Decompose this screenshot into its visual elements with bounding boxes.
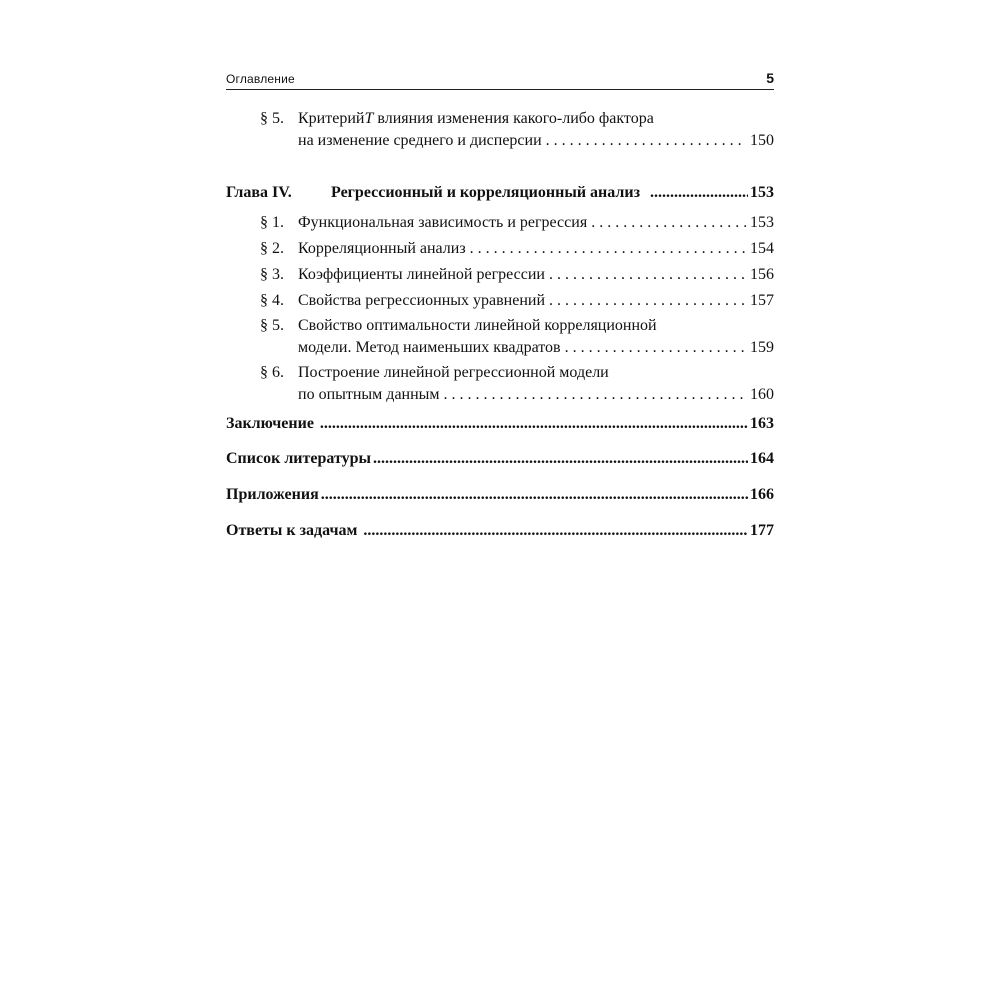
entry-page: 166 xyxy=(750,486,774,503)
dot-leader xyxy=(591,212,746,234)
dot-leader xyxy=(650,182,748,204)
entry-title-line2: на изменение среднего и дисперсии xyxy=(298,132,542,149)
entry-title: Список литературы xyxy=(226,450,371,467)
entry-title: Ответы к задачам xyxy=(226,522,358,539)
section-number: § 6. xyxy=(260,364,284,381)
entry-title-line2: по опытным данным xyxy=(298,386,440,403)
entry-page: 157 xyxy=(750,292,774,309)
dot-leader xyxy=(470,238,746,260)
entry-title: Приложения xyxy=(226,486,319,503)
entry-title: Корреляционный анализ xyxy=(298,240,466,257)
toc-entry-s6[interactable] xyxy=(260,362,774,406)
entry-title: Заключение xyxy=(226,415,314,432)
dot-leader xyxy=(321,484,748,506)
entry-page: 177 xyxy=(750,522,774,539)
section-number: § 4. xyxy=(260,292,284,309)
section-number: § 1. xyxy=(260,214,284,231)
dot-leader xyxy=(444,384,746,406)
toc-entry-appendices[interactable] xyxy=(226,484,774,506)
toc-entry-s1[interactable] xyxy=(260,212,774,234)
running-header xyxy=(226,66,774,90)
dot-leader xyxy=(565,337,746,359)
section-number: § 5. xyxy=(260,317,284,334)
toc-entry-answers[interactable] xyxy=(226,520,774,542)
entry-title-line1: Построение линейной регрессионной модели xyxy=(298,364,609,381)
entry-title: Свойства регрессионных уравнений xyxy=(298,292,546,309)
entry-title: Коэффициенты линейной регрессии xyxy=(298,266,545,283)
entry-title: Функциональная зависимость и регрессия xyxy=(298,214,588,231)
entry-page: 164 xyxy=(750,450,774,467)
chapter-title: Регрессионный и корреляционный анализ xyxy=(331,184,641,201)
dot-leader xyxy=(373,448,748,470)
entry-title-variable: T xyxy=(364,110,374,127)
entry-page: 150 xyxy=(750,132,774,149)
dot-leader xyxy=(363,520,748,542)
entry-title-line2: модели. Метод наименьших квадратов xyxy=(298,339,561,356)
toc-entry-conclusion[interactable] xyxy=(226,413,774,435)
header-page-number: 5 xyxy=(766,70,774,86)
entry-page: 159 xyxy=(750,339,774,356)
section-number: § 5. xyxy=(260,110,284,127)
entry-page: 160 xyxy=(750,386,774,403)
entry-page: 153 xyxy=(750,214,774,231)
header-title: Оглавление xyxy=(226,72,295,86)
section-number: § 2. xyxy=(260,240,284,257)
page xyxy=(226,66,774,539)
entry-title-part: Критерий xyxy=(298,110,365,127)
entry-page: 154 xyxy=(750,240,774,257)
entry-page: 153 xyxy=(750,184,774,201)
toc-entry-s5-criterion[interactable] xyxy=(260,108,774,152)
toc-entry-s4[interactable] xyxy=(260,290,774,312)
dot-leader xyxy=(320,413,748,435)
toc-entry-s5[interactable] xyxy=(260,315,774,359)
toc-entry-s2[interactable] xyxy=(260,238,774,260)
entry-page: 156 xyxy=(750,266,774,283)
toc-entry-s3[interactable] xyxy=(260,264,774,286)
dot-leader xyxy=(549,264,746,286)
entry-title-line1: Свойство оптимальности линейной корреляционной xyxy=(298,317,657,334)
toc-entry-chapter-4[interactable] xyxy=(226,182,774,204)
entry-page: 163 xyxy=(750,415,774,432)
section-number: § 3. xyxy=(260,266,284,283)
toc-entry-references[interactable] xyxy=(226,448,774,470)
dot-leader xyxy=(549,290,746,312)
chapter-number: Глава IV. xyxy=(226,184,292,201)
dot-leader xyxy=(546,130,746,152)
entry-title-part: влияния изменения какого-либо фактора xyxy=(373,110,654,127)
